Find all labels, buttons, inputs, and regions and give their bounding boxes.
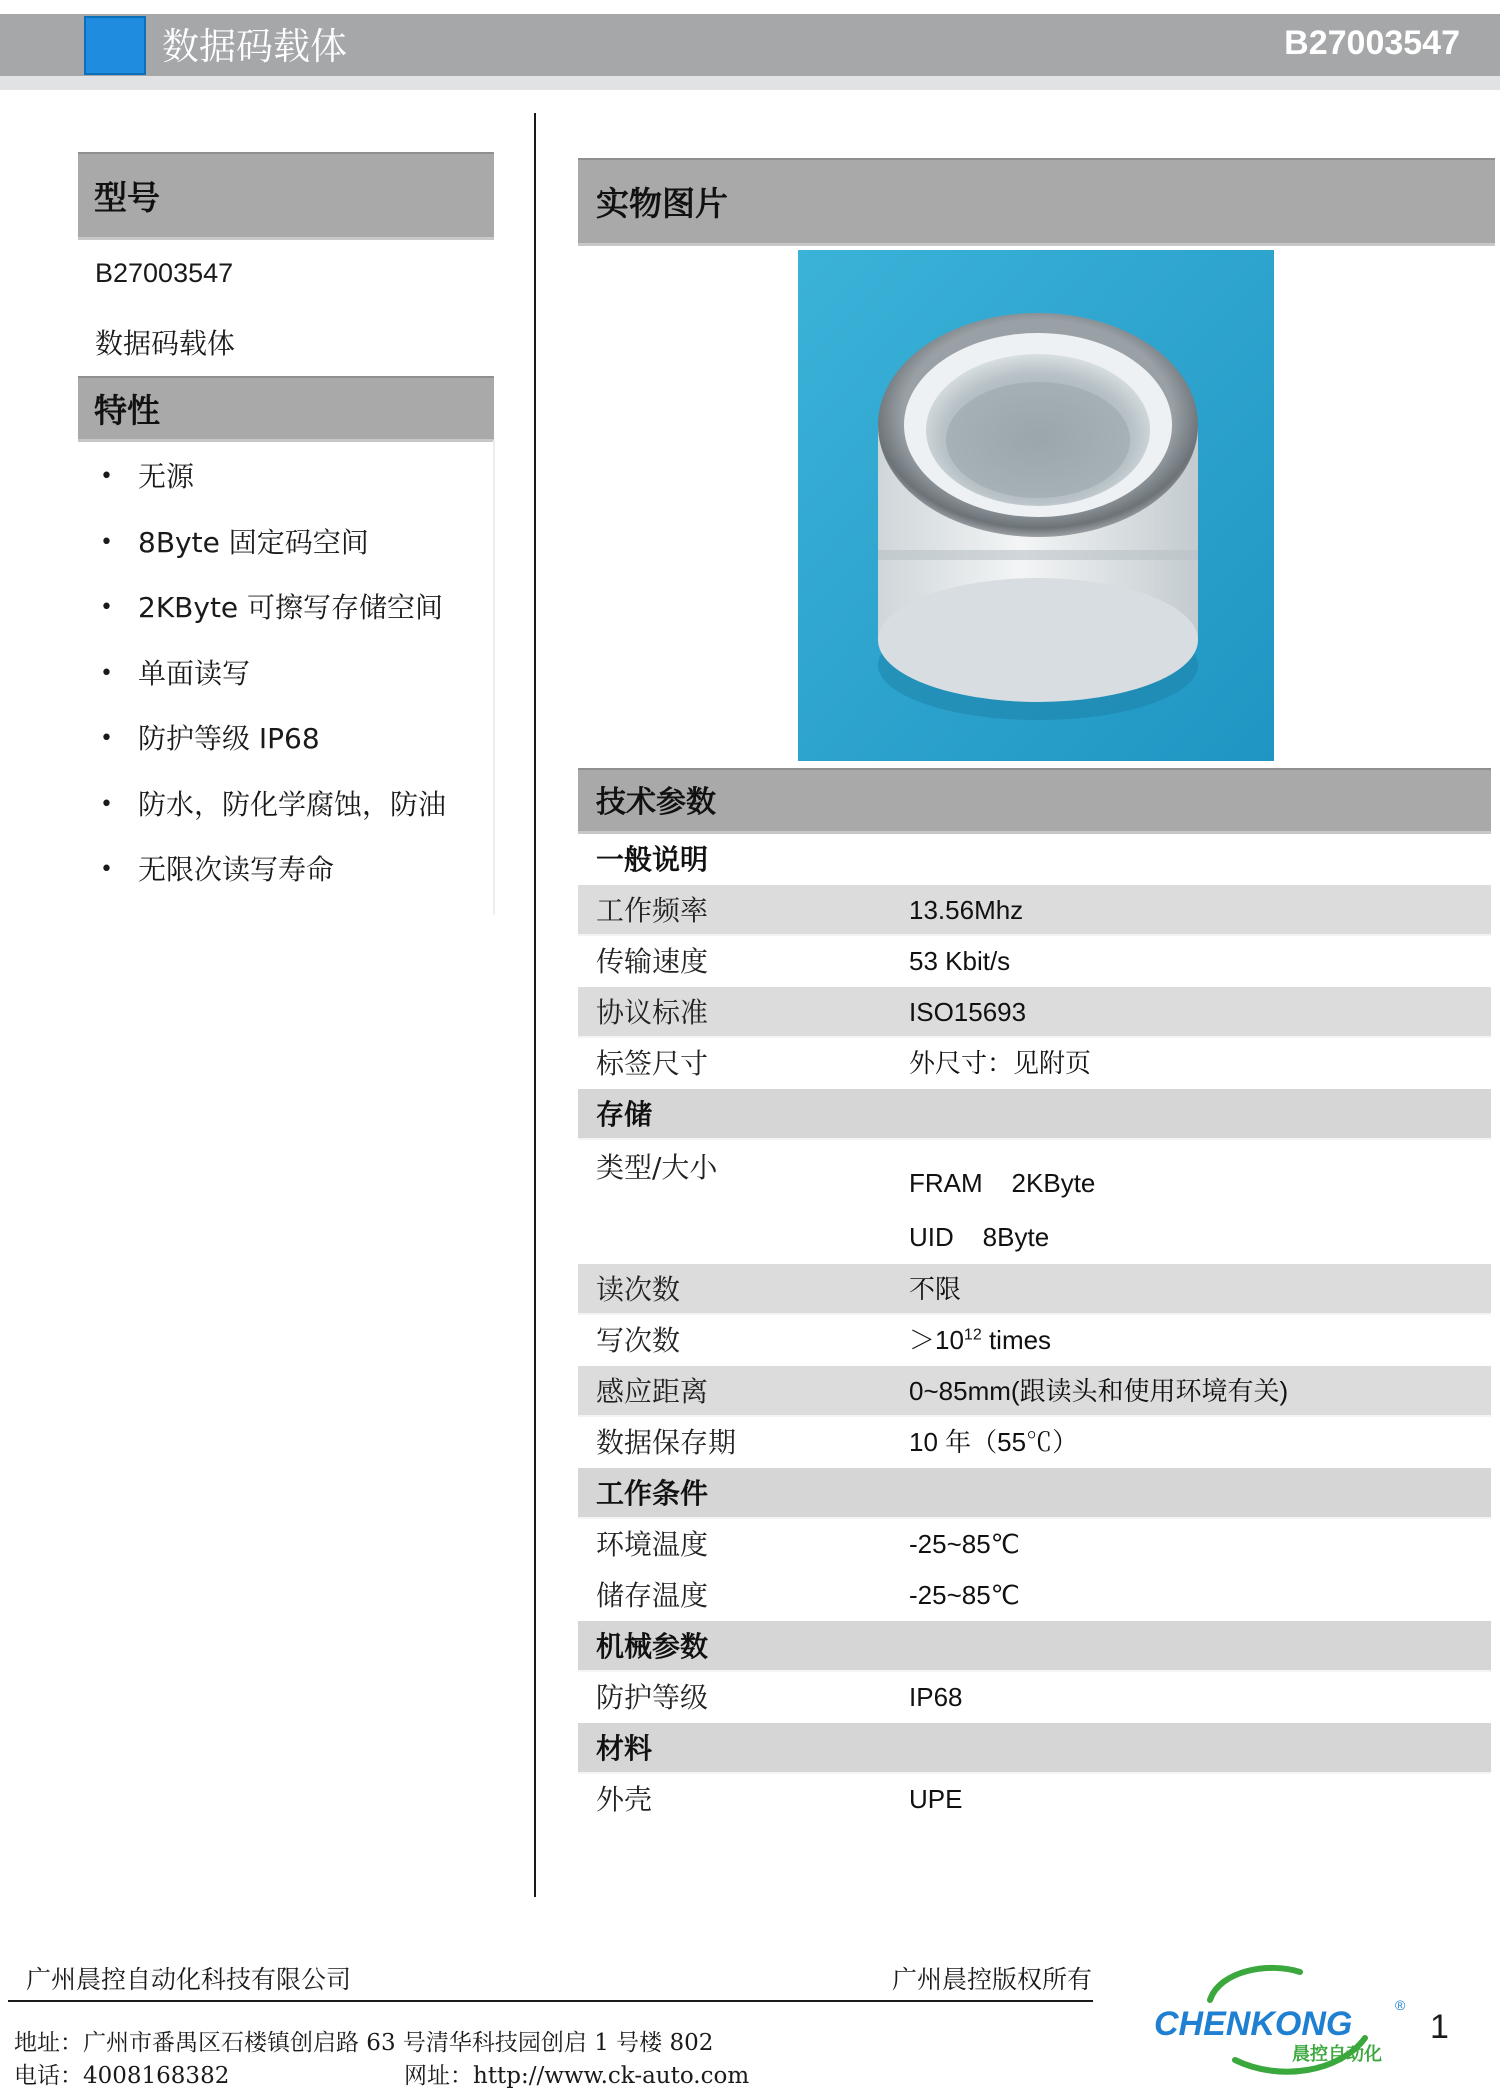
spec-label: 工作频率	[596, 894, 709, 927]
spec-row	[578, 1774, 1491, 1825]
spec-label: 数据保存期	[596, 1426, 737, 1459]
feature-text: 8Byte 固定码空间	[138, 525, 369, 559]
spec-value: 53 Kbit/s	[909, 946, 1011, 976]
spec-row	[578, 1672, 1491, 1723]
spec-label: 储存温度	[596, 1579, 709, 1612]
spec-row	[578, 1519, 1491, 1570]
footer-company: 广州晨控自动化科技有限公司	[26, 1965, 352, 1994]
spec-row	[578, 1264, 1491, 1315]
spec-row	[578, 885, 1491, 936]
model-name: 数据码载体	[95, 327, 236, 360]
rfid-ring-tag-photo-icon	[798, 250, 1274, 761]
spec-row	[578, 936, 1491, 987]
bullet-icon: •	[100, 660, 113, 686]
spec-value: UPE	[909, 1784, 963, 1814]
spec-category: 工作条件	[596, 1477, 709, 1510]
feature-text: 防护等级 IP68	[138, 722, 320, 755]
spec-label: 协议标准	[596, 996, 709, 1029]
feature-text: 无限次读写寿命	[138, 853, 335, 886]
product-photo	[798, 250, 1274, 761]
spec-value: IP68	[909, 1682, 963, 1712]
feature-item	[100, 848, 490, 914]
brand-square-icon	[84, 16, 146, 75]
header-underline	[0, 76, 1500, 90]
header-title: 数据码载体	[162, 25, 347, 68]
spec-category-row	[578, 1089, 1491, 1140]
bullet-icon: •	[100, 726, 113, 751]
chenkong-logo-icon	[1150, 1960, 1410, 2080]
spec-category-row	[578, 1621, 1491, 1672]
spec-category-row	[578, 834, 1491, 885]
spec-value-2: UID 8Byte	[909, 1222, 1050, 1252]
bullet-icon: •	[100, 595, 113, 620]
spec-row	[578, 1417, 1491, 1468]
features-heading: 特性	[78, 376, 494, 442]
spec-label: 类型/大小	[596, 1151, 718, 1184]
spec-category: 存储	[596, 1098, 653, 1131]
spec-value: 10 年（55℃）	[909, 1427, 1079, 1457]
spec-value: 外尺寸：见附页	[909, 1048, 1092, 1078]
bullet-icon: •	[100, 857, 113, 882]
spec-value	[909, 1315, 1051, 1366]
feature-text: 2KByte 可擦写存储空间	[138, 591, 444, 624]
spec-label: 防护等级	[596, 1681, 709, 1714]
feature-item	[100, 717, 490, 783]
feature-text: 单面读写	[138, 656, 251, 690]
spec-label: 外壳	[596, 1783, 653, 1816]
spec-label: 环境温度	[596, 1528, 709, 1561]
photo-heading: 实物图片	[578, 158, 1495, 246]
feature-item	[100, 652, 490, 718]
feature-item	[100, 783, 490, 849]
feature-item	[100, 455, 490, 521]
column-divider	[534, 113, 536, 1897]
spec-value: 0~85mm(跟读头和使用环境有关)	[909, 1376, 1289, 1406]
spec-value: 13.56Mhz	[909, 895, 1024, 925]
spec-row	[578, 1315, 1491, 1366]
tech-params-heading: 技术参数	[578, 768, 1491, 834]
footer-address: 地址：广州市番禺区石楼镇创启路 63 号清华科技园创启 1 号楼 802	[14, 2030, 714, 2056]
spec-category: 机械参数	[596, 1630, 709, 1663]
spec-row	[578, 1570, 1491, 1621]
page-number: 1	[1430, 2008, 1449, 2046]
spec-label: 标签尺寸	[596, 1047, 709, 1080]
spec-row	[578, 1366, 1491, 1417]
spec-value: -25~85℃	[909, 1529, 1020, 1559]
footer-copyright: 广州晨控版权所有	[892, 1965, 1093, 1994]
feature-text: 防水，防化学腐蚀，防油	[138, 787, 447, 821]
features-list	[100, 455, 490, 914]
footer-website: 网址：http://www.ck-auto.com	[404, 2063, 750, 2089]
spec-label: 读次数	[596, 1273, 681, 1306]
spec-value-prefix: ＞10	[909, 1325, 964, 1355]
bullet-icon: •	[100, 791, 113, 817]
spec-value: FRAM 2KByte	[909, 1168, 1096, 1198]
spec-value: 不限	[909, 1274, 962, 1304]
feature-text: 无源	[138, 460, 195, 493]
footer-divider	[8, 2000, 1093, 2002]
footer-phone: 电话：4008168382	[14, 2063, 230, 2089]
model-code: B27003547	[95, 258, 234, 288]
spec-value: -25~85℃	[909, 1580, 1020, 1610]
model-heading: 型号	[78, 152, 494, 240]
spec-label: 传输速度	[596, 945, 709, 978]
chenkong-logo	[1150, 1960, 1410, 2080]
spec-label: 写次数	[596, 1324, 681, 1357]
features-border	[493, 440, 495, 915]
header-code: B27003547	[1284, 24, 1460, 62]
spec-row	[578, 1038, 1491, 1089]
spec-category: 一般说明	[596, 843, 709, 876]
spec-row	[578, 1140, 1491, 1264]
logo-subtext: 晨控自动化	[1292, 2044, 1382, 2065]
feature-item	[100, 521, 490, 587]
logo-mark: ®	[1395, 1997, 1406, 2013]
spec-category-row	[578, 1468, 1491, 1519]
spec-row	[578, 987, 1491, 1038]
bullet-icon: •	[100, 529, 113, 555]
spec-value-exponent: 12	[963, 1326, 982, 1344]
bullet-icon: •	[100, 464, 113, 489]
logo-text: CHENKONG	[1154, 2005, 1353, 2043]
spec-category: 材料	[596, 1732, 653, 1765]
feature-item	[100, 586, 490, 652]
spec-label: 感应距离	[596, 1375, 709, 1408]
spec-value-suffix: times	[981, 1325, 1052, 1355]
spec-category-row	[578, 1723, 1491, 1774]
spec-value: ISO15693	[909, 997, 1027, 1027]
